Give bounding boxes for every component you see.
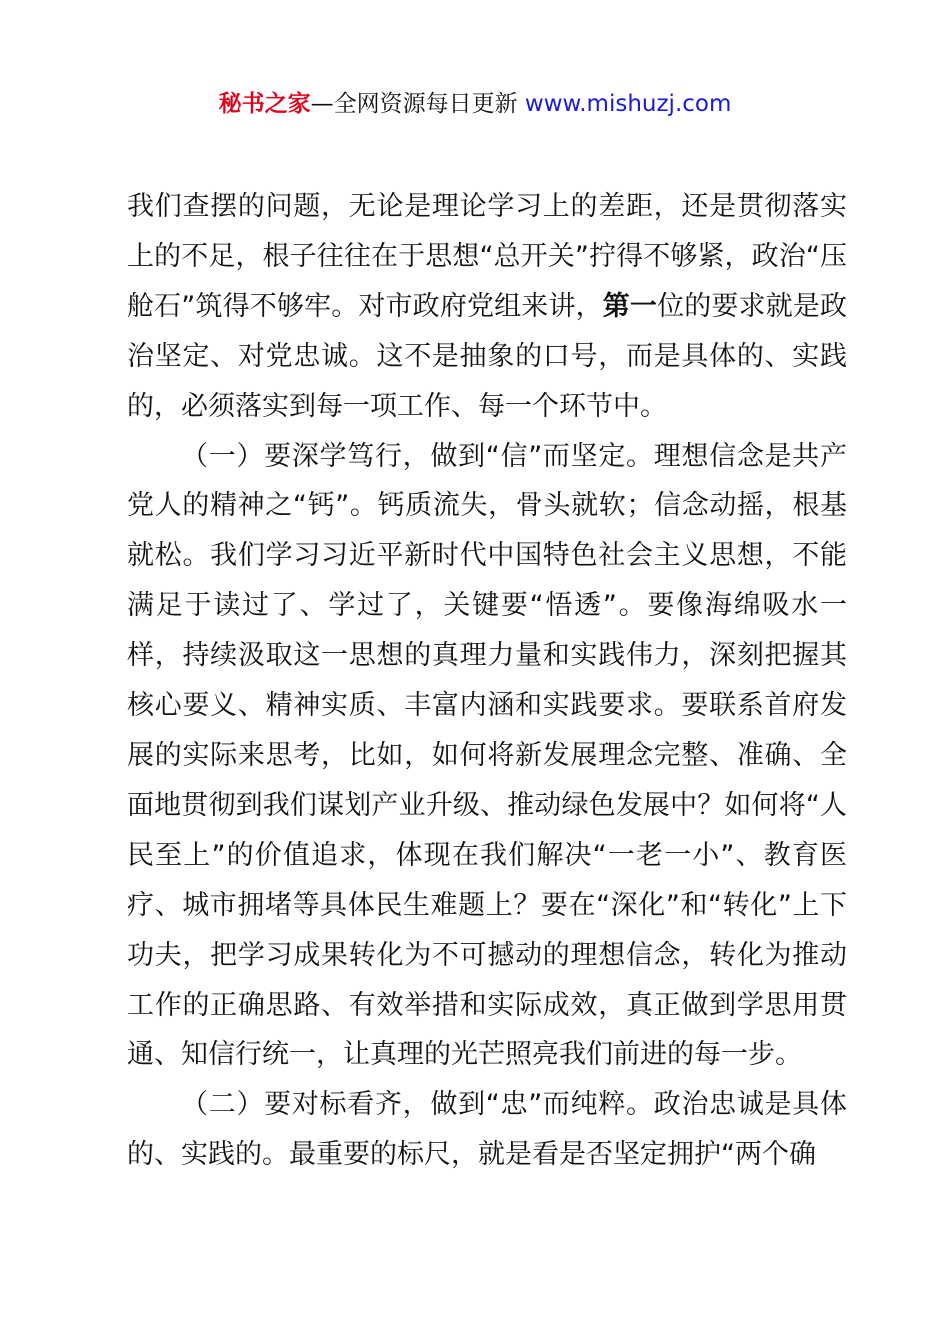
emphasis-text: 第一 <box>602 290 658 322</box>
paragraph-intro-text-2: 位的要求就是政治坚定、对党忠诚。这不是抽象的口号，而是具体的、实践的，必须落实到每一项工作、每一个环节中。 <box>127 290 848 422</box>
document-header <box>0 84 950 124</box>
paragraph-intro <box>127 182 847 432</box>
paragraph-intro-text-1: 我们查摆的问题，无论是理论学习上的差距，还是贯彻落实上的不足，根子往往在于思想“总开关”拧得不够紧，政治“压舱石”筑得不够牢。对市政府党组来讲， <box>127 191 847 322</box>
site-brand: 秘书之家 <box>218 91 311 117</box>
paragraph-section-2: （二）要对标看齐，做到“忠”而纯粹。政治忠诚是具体的、实践的。最重要的标尺，就是看是否坚定拥护“两个确 <box>127 1089 847 1171</box>
header-tagline: —全网资源每日更新 <box>310 91 525 117</box>
document-body <box>127 182 847 1180</box>
paragraph-section-1: （一）要深学笃行，做到“信”而坚定。理想信念是共产党人的精神之“钙”。钙质流失，骨头就软；信念动摇，根基就松。我们学习习近平新时代中国特色社会主义思想，不能满足于读过了、学过了，关键要“悟透”。要像海绵吸水一样，持续汲取这一思想的真理力量和实践伟力，深刻把握其核心要义、精神实质、丰富内涵和实践要求。要联系首府发展的实际来思考，比如，如何将新发展理念完整、准确、全面地贯彻到我们谋划产业升级、推动绿色发展中？如何将“人民至上”的价值追求，体现在我们解决“一老一小”、教育医疗、城市拥堵等具体民生难题上？要在“深化”和“转化”上下功夫，把学习成果转化为不可撼动的理想信念，转化为推动工作的正确思路、有效举措和实际成效，真正做到学思用贯通、知信行统一，让真理的光芒照亮我们前进的每一步。 <box>127 440 847 1071</box>
site-url-link[interactable]: www.mishuzj.com <box>524 91 732 117</box>
